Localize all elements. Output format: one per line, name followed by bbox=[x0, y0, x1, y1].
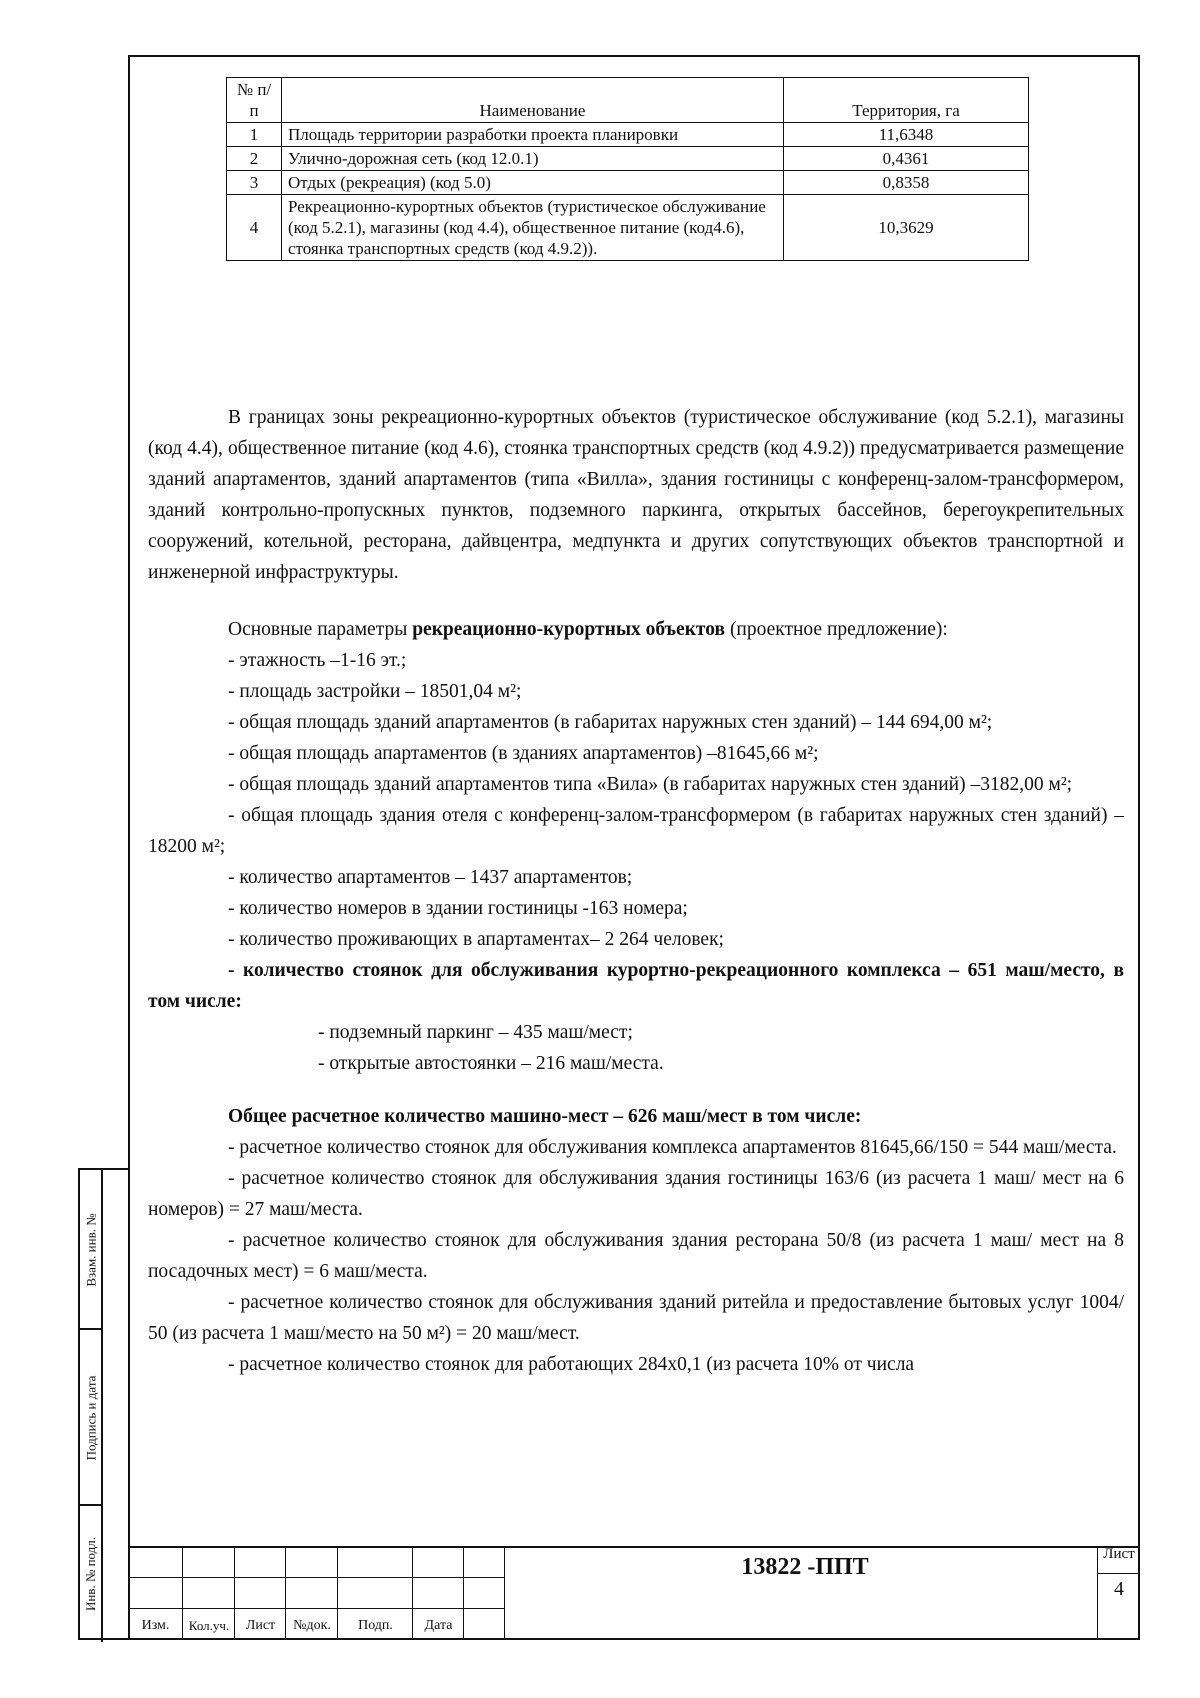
stamp-col-label: Кол.уч. bbox=[188, 1618, 230, 1633]
param-item: - общая площадь зданий апартаментов типа «Вила» (в габаритах наружных стен зданий) –3182,00 м²; bbox=[228, 774, 1073, 795]
stamp-col-label: Подп. bbox=[358, 1618, 393, 1633]
header-name: Наименование bbox=[282, 78, 784, 123]
param-item-parking: - количество стоянок для обслуживания курортно-рекреационного комплекса – 651 маш/место, в том числе: bbox=[148, 960, 1124, 1012]
param-item: - общая площадь апартаментов (в зданиях апартаментов) –81645,66 м²; bbox=[228, 743, 819, 764]
calc-item: - расчетное количество стоянок для работающих 284х0,1 (из расчета 10% от числа bbox=[228, 1354, 915, 1375]
row-num: 4 bbox=[227, 195, 282, 261]
paragraph-zone: В границах зоны рекреационно-курортных объектов (туристическое обслуживание (код 5.2.1), магазины (код 4.4), общественное питание (код 4.6), стоянка транспортных средств (код 4.9.2)) предусматривается размещение зданий апартаментов, зданий апартаментов (типа «Вилла», здания гостиницы с конференц-залом-трансформером, зданий контрольно-пропускных пунктов, подземного паркинга, открытых бассейнов, берегоукрепительных сооружений, котельной, ресторана, дайвцентра, медпункта и других сопутствующих объектов транспортной и инженерной инфраструктуры. bbox=[148, 407, 1124, 583]
row-area: 10,3629 bbox=[784, 195, 1029, 261]
param-item: - количество апартаментов – 1437 апартаментов; bbox=[228, 867, 633, 888]
param-subitem: - подземный паркинг – 435 маш/мест; bbox=[318, 1022, 633, 1043]
table-row bbox=[227, 195, 1029, 261]
row-name: Площадь территории разработки проекта планировки bbox=[282, 123, 784, 147]
sheet-number: 4 bbox=[1114, 1578, 1124, 1600]
row-name: Отдых (рекреация) (код 5.0) bbox=[282, 171, 784, 195]
side-stamp bbox=[78, 1168, 128, 1640]
territory-table bbox=[226, 77, 1029, 261]
calc-item: - расчетное количество стоянок для обслуживания комплекса апартаментов 81645,66/150 = 544 маш/места. bbox=[228, 1137, 1117, 1158]
params-intro: Основные параметры рекреационно-курортных объектов (проектное предложение): bbox=[228, 619, 948, 640]
body-text bbox=[148, 402, 1124, 1380]
document-code: 13822 -ППТ bbox=[741, 1554, 869, 1580]
row-num: 1 bbox=[227, 123, 282, 147]
stamp-col-label: Изм. bbox=[141, 1618, 170, 1633]
sheet-label: Лист bbox=[1103, 1546, 1135, 1562]
param-item: - площадь застройки – 18501,04 м²; bbox=[228, 681, 522, 702]
param-item: - количество проживающих в апартаментах– 2 264 человек; bbox=[228, 929, 724, 950]
header-num: № п/п bbox=[227, 78, 282, 123]
row-area: 11,6348 bbox=[784, 123, 1029, 147]
table-row bbox=[227, 147, 1029, 171]
param-item: - общая площадь здания отеля с конференц-залом-трансформером (в габаритах наружных стен зданий) – 18200 м²; bbox=[148, 805, 1124, 857]
side-label-replace-inv: Взам. инв. № bbox=[83, 1213, 99, 1287]
header-area: Территория, га bbox=[784, 78, 1029, 123]
calc-item: - расчетное количество стоянок для обслуживания здания ресторана 50/8 (из расчета 1 маш/ мест на 8 посадочных мест) = 6 маш/места. bbox=[148, 1230, 1124, 1282]
table-header-row bbox=[227, 78, 1029, 123]
calc-item: - расчетное количество стоянок для обслуживания зданий ритейла и предоставление бытовых услуг 1004/ 50 (из расчета 1 маш/место на 50 м²) = 20 маш/мест. bbox=[148, 1292, 1124, 1344]
side-label-signature-date: Подпись и дата bbox=[83, 1375, 99, 1461]
table-row bbox=[227, 171, 1029, 195]
param-subitem: - открытые автостоянки – 216 маш/места. bbox=[318, 1053, 664, 1074]
row-area: 0,4361 bbox=[784, 147, 1029, 171]
calc-title: Общее расчетное количество машино-мест – 626 маш/мест в том числе: bbox=[228, 1106, 862, 1127]
row-num: 2 bbox=[227, 147, 282, 171]
table-row bbox=[227, 123, 1029, 147]
stamp-col-label: Лист bbox=[245, 1618, 276, 1633]
side-label-inv-original: Инв. № подл. bbox=[83, 1536, 99, 1612]
param-item: - количество номеров в здании гостиницы -163 номера; bbox=[228, 898, 688, 919]
stamp-col-label: Дата bbox=[424, 1618, 453, 1633]
row-num: 3 bbox=[227, 171, 282, 195]
row-name: Рекреационно-курортных объектов (туристическое обслуживание (код 5.2.1), магазины (код 4.4), общественное питание (код4.6), стоянка транспортных средств (код 4.9.2)). bbox=[282, 195, 784, 261]
param-item: - этажность –1-16 эт.; bbox=[228, 650, 407, 671]
stamp-col-label: №док. bbox=[293, 1618, 331, 1633]
row-area: 0,8358 bbox=[784, 171, 1029, 195]
param-item: - общая площадь зданий апартаментов (в габаритах наружных стен зданий) – 144 694,00 м²; bbox=[228, 712, 993, 733]
calc-item: - расчетное количество стоянок для обслуживания здания гостиницы 163/6 (из расчета 1 маш/ мест на 6 номеров) = 27 маш/места. bbox=[148, 1168, 1124, 1220]
row-name: Улично-дорожная сеть (код 12.0.1) bbox=[282, 147, 784, 171]
